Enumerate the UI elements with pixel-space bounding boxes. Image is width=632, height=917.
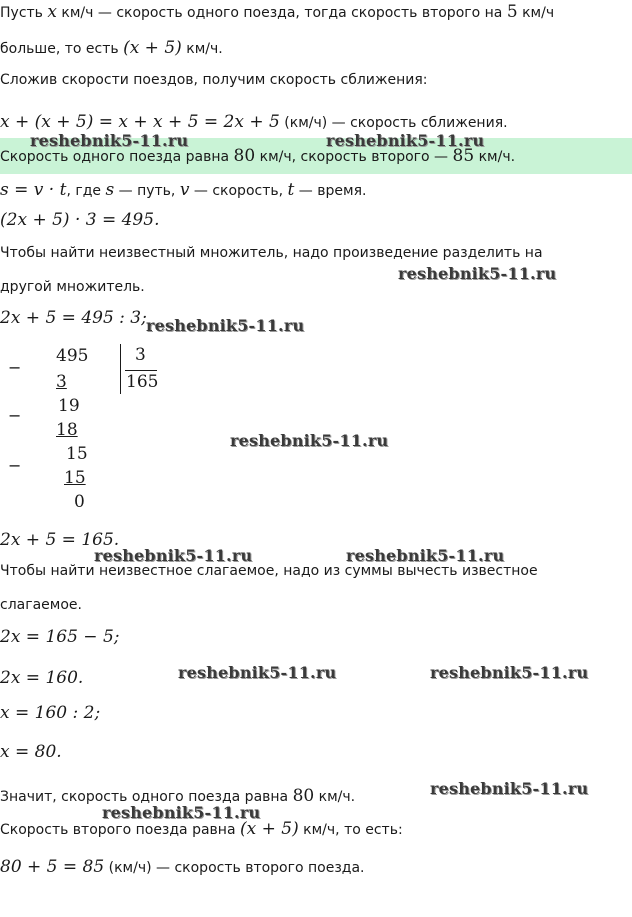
equation-4: 2x = 165 − 5;: [0, 627, 120, 647]
text-line-5: Скорость одного поезда равна 80 км/ч, скорость второго — 85 км/ч.: [0, 146, 516, 166]
equation-2: 2x + 5 = 495 : 3;: [0, 308, 147, 328]
division-step: 3: [56, 372, 67, 392]
equation-1: (2x + 5) · 3 = 495.: [0, 210, 160, 230]
text-line-8: Чтобы найти неизвестный множитель, надо произведение разделить на: [0, 245, 543, 261]
minus-sign: −: [8, 456, 22, 475]
watermark: reshebnik5-11.ru: [146, 316, 305, 335]
division-step: 0: [74, 492, 85, 512]
text-line-2: больше, то есть (x + 5) км/ч.: [0, 38, 223, 58]
division-step: 18: [56, 420, 78, 440]
equation-7: x = 80.: [0, 742, 62, 762]
division-step: 15: [64, 468, 86, 488]
text-line-13: слагаемое.: [0, 597, 82, 613]
text-line-1: Пусть x км/ч — скорость одного поезда, тогда скорость второго на 5 км/ч: [0, 2, 555, 22]
watermark: reshebnik5-11.ru: [102, 803, 261, 822]
equation-6: x = 160 : 2;: [0, 703, 101, 723]
watermark: reshebnik5-11.ru: [30, 131, 189, 150]
division-step: 15: [66, 444, 88, 464]
equation-3: 2x + 5 = 165.: [0, 530, 120, 550]
watermark: reshebnik5-11.ru: [430, 663, 589, 682]
division-step: 19: [58, 396, 80, 416]
equation-5: 2x = 160.: [0, 668, 84, 688]
text-line-20: 80 + 5 = 85 (км/ч) — скорость второго поезда.: [0, 857, 365, 877]
watermark: reshebnik5-11.ru: [178, 663, 337, 682]
watermark: reshebnik5-11.ru: [94, 546, 253, 565]
dividend: 495: [56, 346, 89, 366]
division-vertical-line: [120, 344, 121, 394]
minus-sign: −: [8, 406, 22, 425]
divisor: 3: [135, 345, 146, 365]
text-line-18: Значит, скорость одного поезда равна 80 км/ч.: [0, 786, 356, 806]
text-line-19: Скорость второго поезда равна (x + 5) км/ч, то есть:: [0, 819, 403, 839]
watermark: reshebnik5-11.ru: [430, 779, 589, 798]
text-line-6: s = v · t, где s — путь, v — скорость, t — время.: [0, 180, 367, 200]
watermark: reshebnik5-11.ru: [346, 546, 505, 565]
watermark: reshebnik5-11.ru: [398, 264, 557, 283]
quotient: 165: [126, 372, 159, 392]
watermark: reshebnik5-11.ru: [230, 431, 389, 450]
watermark: reshebnik5-11.ru: [326, 131, 485, 150]
text-line-4: x + (x + 5) = x + x + 5 = 2x + 5 (км/ч) — скорость сближения.: [0, 112, 508, 132]
text-line-9: другой множитель.: [0, 279, 145, 295]
text-line-3: Сложив скорости поездов, получим скорость сближения:: [0, 72, 428, 88]
text-line-12: Чтобы найти неизвестное слагаемое, надо из суммы вычесть известное: [0, 563, 538, 579]
minus-sign: −: [8, 358, 22, 377]
division-horizontal-line: [125, 370, 157, 371]
